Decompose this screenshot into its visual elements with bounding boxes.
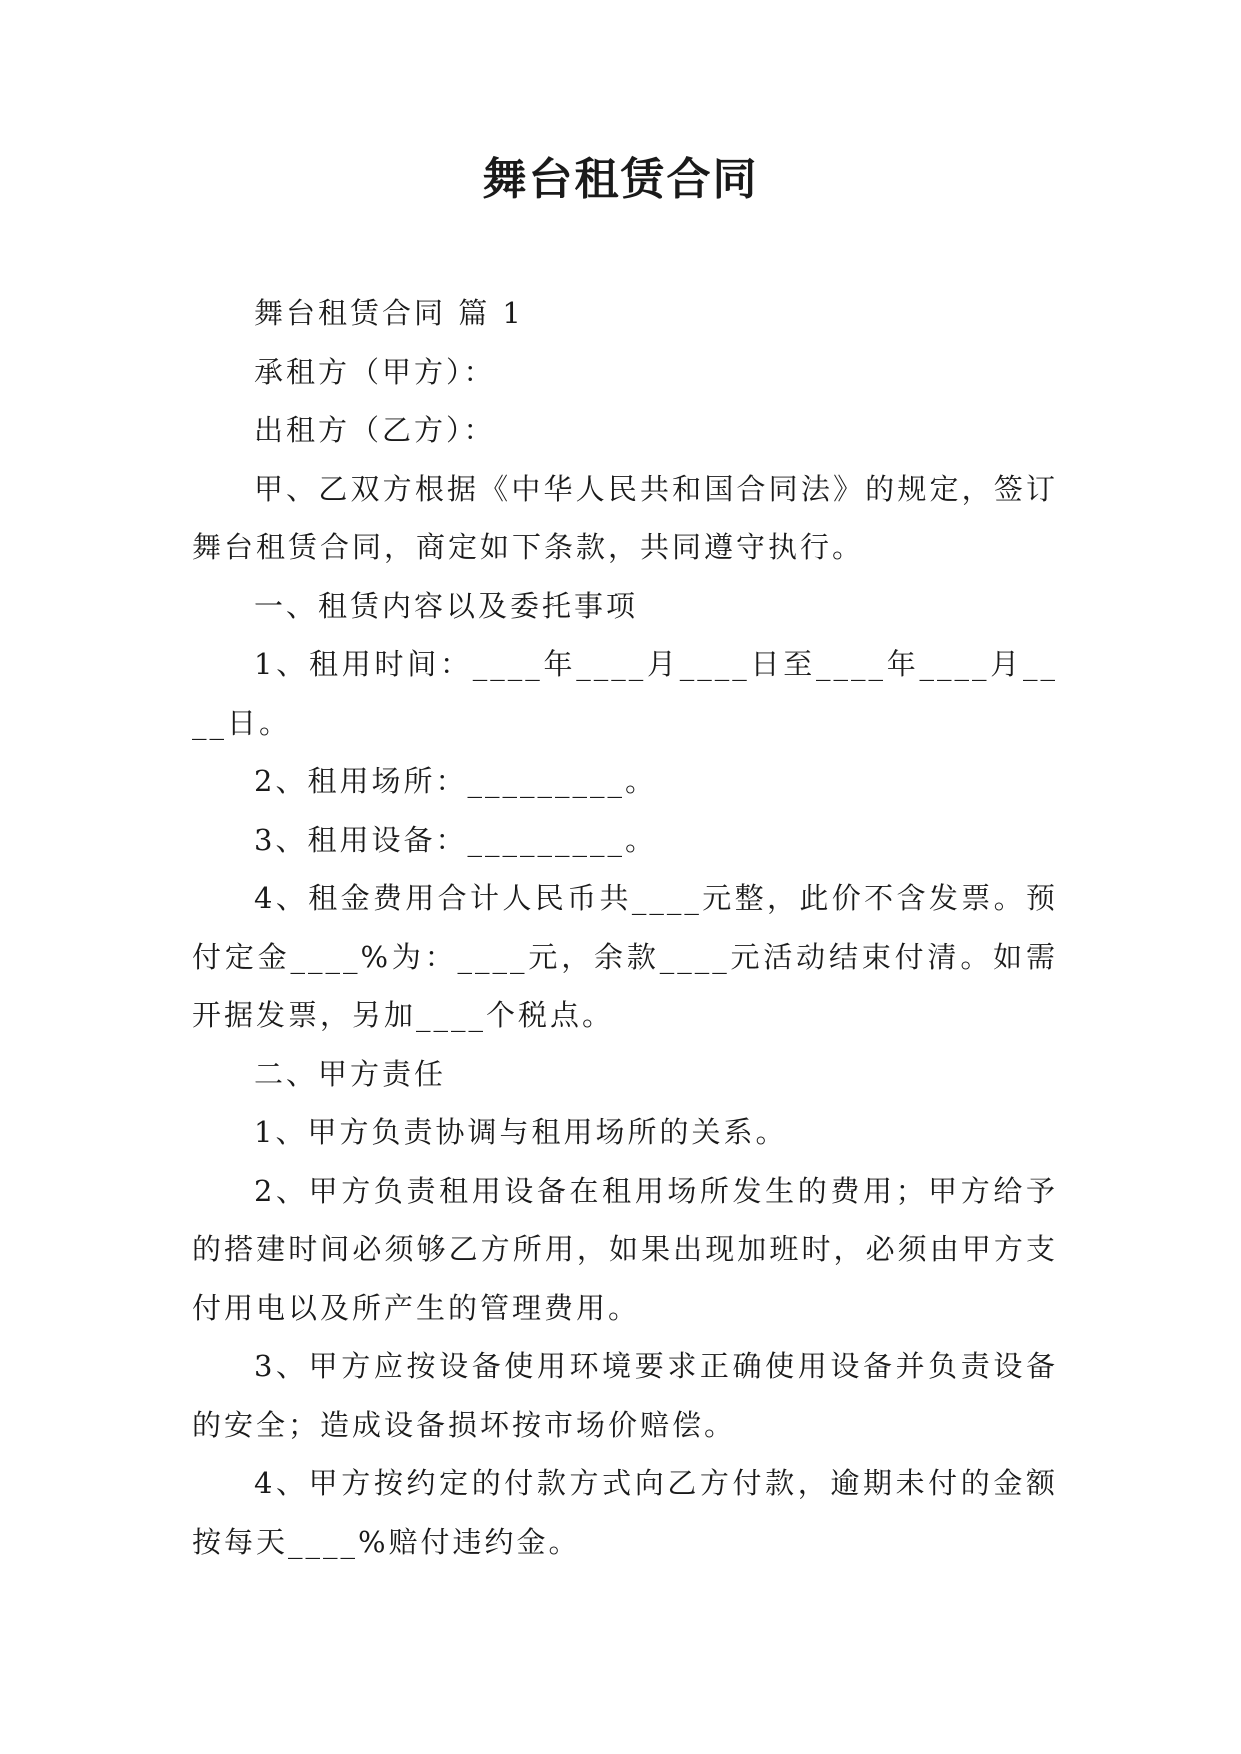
clause-lease-time: 1、租用时间：____年____月____日至____年____月____日。 (192, 647, 1058, 740)
paragraph-party-a: 承租方（甲方）： (254, 354, 496, 389)
document-title: 舞台租赁合同 (482, 154, 759, 205)
paragraph-heading-section: 舞台租赁合同 篇 1 (254, 296, 524, 330)
document-body (192, 284, 1058, 1571)
clause-lease-equipment: 3、租用设备：_________。 (254, 822, 657, 857)
clause-party-a-payment: 4、甲方按约定的付款方式向乙方付款，逾期未付的金额按每天____%赔付违约金。 (192, 1466, 1058, 1559)
section-heading-lease-content: 一、租赁内容以及委托事项 (254, 588, 639, 623)
paragraph-party-b: 出租方（乙方）： (254, 413, 496, 447)
clause-party-a-equipment-safety: 3、甲方应按设备使用环境要求正确使用设备并负责设备的安全；造成设备损坏按市场价赔偿。 (192, 1349, 1058, 1442)
clause-lease-venue: 2、租用场所：_________。 (254, 764, 657, 798)
clause-party-a-coordination: 1、甲方负责协调与租用场所的关系。 (254, 1115, 788, 1149)
clause-party-a-costs: 2、甲方负责租用设备在租用场所发生的费用；甲方给予的搭建时间必须够乙方所用，如果出现加班时，必须由甲方支付用电以及所产生的管理费用。 (192, 1173, 1058, 1325)
paragraph-preamble: 甲、乙双方根据《中华人民共和国合同法》的规定，签订舞台租赁合同，商定如下条款，共同遵守执行。 (192, 471, 1058, 564)
section-heading-party-a-duties: 二、甲方责任 (254, 1056, 447, 1091)
clause-rent-fees: 4、租金费用合计人民币共____元整，此价不含发票。预付定金____%为：____元，余款____元活动结束付清。如需开据发票，另加____个税点。 (192, 881, 1058, 1032)
